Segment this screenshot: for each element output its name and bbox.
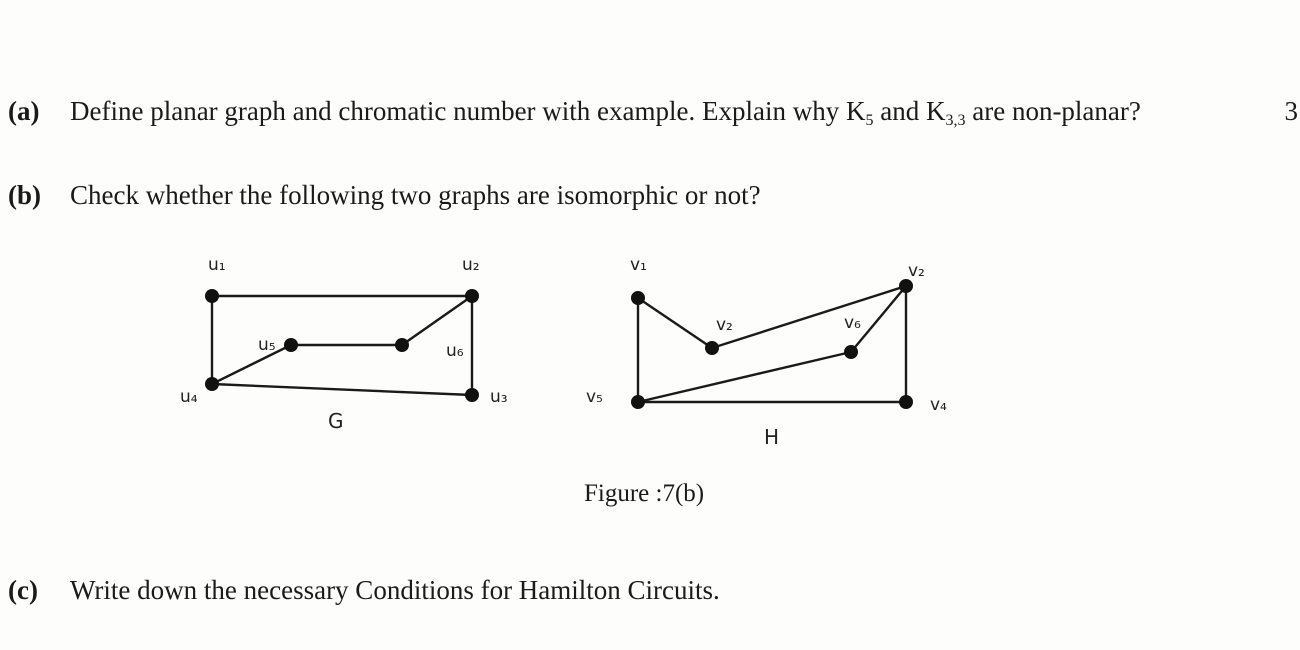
question-a-text-part3: are non-planar? — [965, 96, 1141, 126]
graph-h-vertex-v6 — [844, 345, 858, 359]
question-b-text: Check whether the following two graphs are isomorphic or not? — [70, 180, 761, 210]
graph-g-vertex-u2 — [465, 289, 479, 303]
graph-g-edge-u5-u4 — [212, 345, 291, 384]
graph-h-vertex-label-v2a: v₂ — [716, 315, 733, 335]
graph-g-vertex-u1 — [205, 289, 219, 303]
graph-h-edge-v5-v6 — [638, 352, 851, 402]
graph-g-vertex-label-u1: u₁ — [208, 255, 226, 275]
graph-g-edge-u2-u6 — [402, 296, 472, 345]
question-c-text: Write down the necessary Conditions for Hamilton Circuits. — [70, 575, 720, 605]
k5-subscript: 5 — [865, 112, 874, 129]
question-c-label: (c) — [8, 575, 38, 605]
question-a-label: (a) — [8, 96, 40, 126]
graph-h — [586, 255, 947, 415]
graph-g-vertex-u6 — [395, 338, 409, 352]
k33-subscript: 3,3 — [945, 112, 966, 129]
graph-g-vertex-label-u3: u₃ — [490, 387, 508, 407]
graph-h-vertex-v1 — [631, 291, 645, 305]
graph-h-vertex-v2a — [705, 341, 719, 355]
graph-h-vertex-label-v4: v₄ — [930, 395, 947, 415]
question-b-label: (b) — [8, 180, 41, 210]
graph-g-vertex-label-u6: u₆ — [446, 341, 464, 361]
graph-h-vertex-label-v2b: v₂ — [908, 261, 925, 281]
graph-g-edge-u4-u3 — [212, 384, 472, 395]
graph-g-vertex-label-u2: u₂ — [462, 255, 480, 275]
graph-h-vertex-label-v5: v₅ — [586, 387, 603, 407]
question-a-text-part1: Define planar graph and chromatic number with example. Explain why K — [70, 96, 866, 126]
graph-h-vertex-label-v1: v₁ — [630, 255, 647, 275]
figure-caption: Figure :7(b) — [584, 480, 705, 507]
graph-g-vertex-u5 — [284, 338, 298, 352]
graph-h-edge-v2a-v2b — [712, 286, 906, 348]
question-a-marks: 3 — [1284, 96, 1298, 126]
graph-h-vertex-label-v6: v₆ — [844, 313, 861, 333]
graph-g-vertex-u3 — [465, 388, 479, 402]
graph-h-vertex-v2b — [899, 279, 913, 293]
graph-h-vertex-v5 — [631, 395, 645, 409]
graph-g-vertex-label-u5: u₅ — [258, 335, 276, 355]
question-a-text-part2: and K — [873, 96, 946, 126]
graph-g-vertex-u4 — [205, 377, 219, 391]
graph-h-edge-v1-v2a — [638, 298, 712, 348]
graph-g-name: G — [328, 409, 344, 433]
graph-h-name: H — [764, 425, 780, 449]
graph-g — [180, 255, 508, 407]
graph-h-vertex-v4 — [899, 395, 913, 409]
graph-g-vertex-label-u4: u₄ — [180, 387, 198, 407]
